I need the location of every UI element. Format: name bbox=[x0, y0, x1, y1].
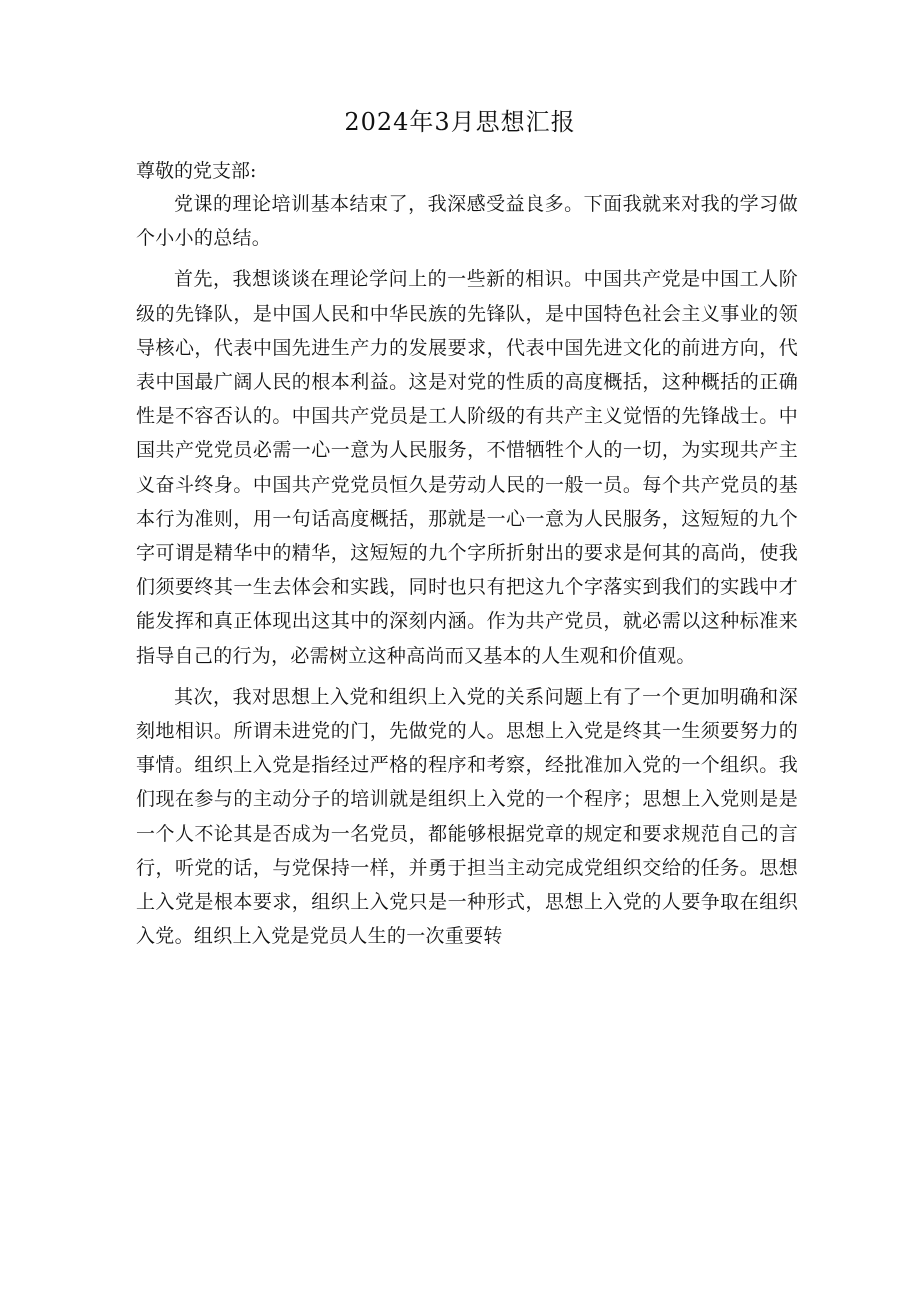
salutation: 尊敬的党支部: bbox=[136, 160, 257, 182]
paragraph-2: 首先，我想谈谈在理论学问上的一些新的相识。中国共产党是中国工人阶级的先锋队，是中国人民和中华民族的先锋队，是中国特色社会主义事业的领导核心，代表中国先进生产力的发展要求，代表中国先进文化的前进方向，代表中国最广阔人民的根本利益。这是对党的性质的高度概括，这种概括的正确性是不容否认的。中国共产党员是工人阶级的有共产主义觉悟的先锋战士。中国共产党党员必需一心一意为人民服务，不惜牺牲个人的一切，为实现共产主义奋斗终身。中国共产党党员恒久是劳动人民的一般一员。每个共产党员的基本行为准则，用一句话高度概括，那就是一心一意为人民服务，这短短的九个字可谓是精华中的精华，这短短的九个字所折射出的要求是何其的高尚，使我们须要终其一生去体会和实践，同时也只有把这九个字落实到我们的实践中才能发挥和真正体现出这其中的深刻内涵。作为共产党员，就必需以这种标准来指导自己的行为，必需树立这种高尚而又基本的人生观和价值观。 bbox=[136, 268, 798, 667]
paragraph-1: 党课的理论培训基本结束了，我深感受益良多。下面我就来对我的学习做个小小的总结。 bbox=[136, 193, 798, 250]
paragraph-3: 其次，我对思想上入党和组织上入党的关系问题上有了一个更加明确和深刻地相识。所谓未进党的门，先做党的人。思想上入党是终其一生须要努力的事情。组织上入党是指经过严格的程序和考察，经批准加入党的一个组织。我们现在参与的主动分子的培训就是组织上入党的一个程序；思想上入党则是是一个人不论其是否成为一名党员，都能够根据党章的规定和要求规范自己的言行，听党的话，与党保持一样，并勇于担当主动完成党组织交给的任务。思想上入党是根本要求，组织上入党只是一种形式，思想上入党的人要争取在组织入党。组织上入党是党员人生的一次重要转 bbox=[136, 685, 798, 948]
document-body bbox=[136, 187, 798, 960]
document-title: 2024年3月思想汇报 bbox=[344, 108, 576, 136]
